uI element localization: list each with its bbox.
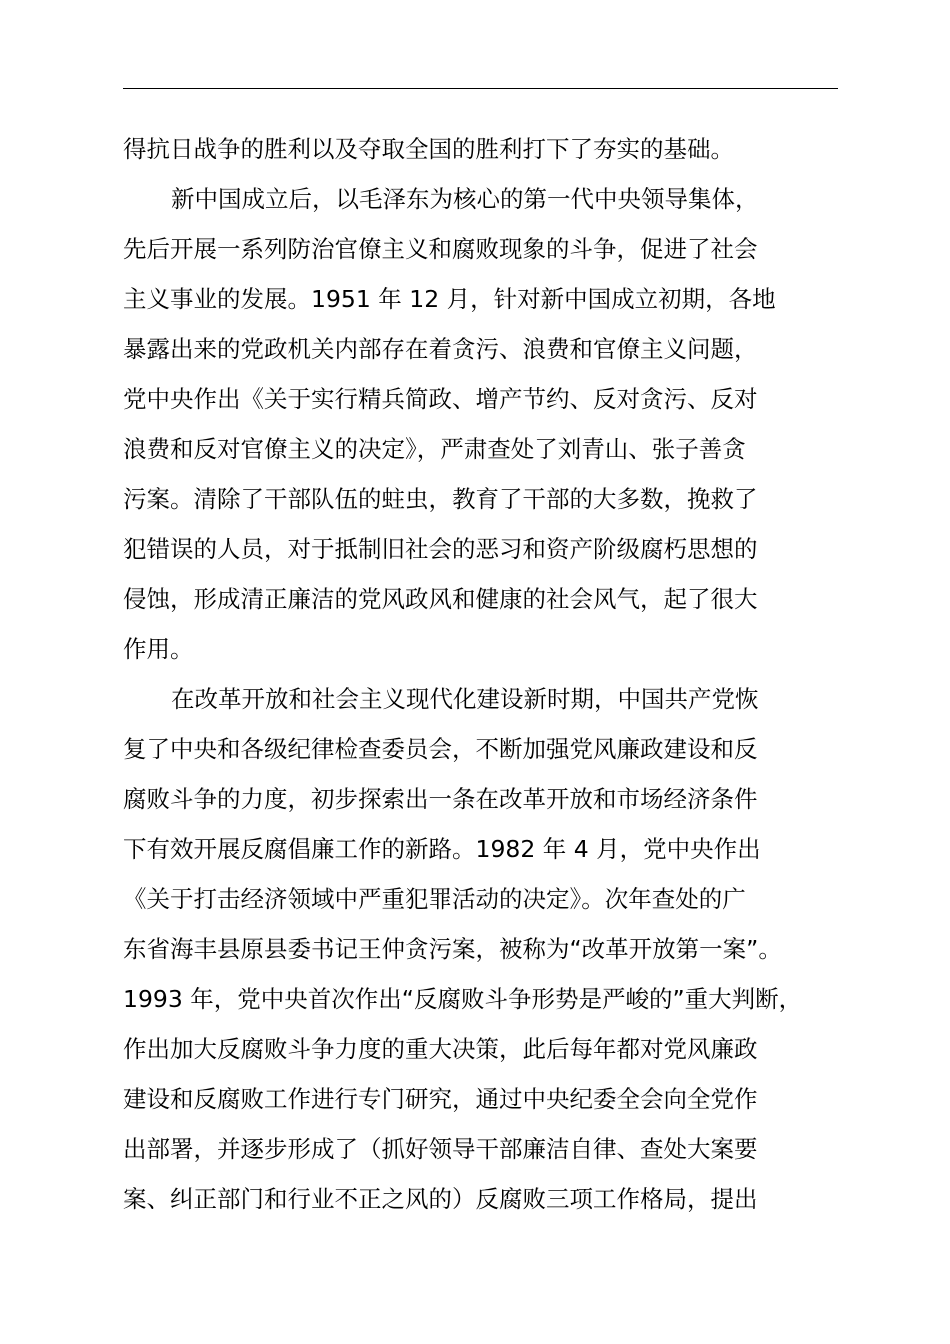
text-line: 犯错误的人员，对于抵制旧社会的恶习和资产阶级腐朽思想的	[123, 535, 758, 563]
body-text	[123, 124, 853, 1224]
text-line: 作用。	[123, 635, 194, 663]
text-line: 得抗日战争的胜利以及夺取全国的胜利打下了夯实的基础。	[123, 135, 734, 163]
text-line: 案、纠正部门和行业不正之风的）反腐败三项工作格局，提出	[123, 1185, 758, 1213]
text-line: 《关于打击经济领域中严重犯罪活动的决定》。次年查处的广	[123, 885, 746, 913]
text-line: 下有效开展反腐倡廉工作的新路。1982 年 4 月，党中央作出	[123, 835, 761, 863]
text-line: 出部署，并逐步形成了（抓好领导干部廉洁自律、查处大案要	[123, 1135, 758, 1163]
text-line: 作出加大反腐败斗争力度的重大决策，此后每年都对党风廉政	[123, 1035, 758, 1063]
text-line: 建设和反腐败工作进行专门研究，通过中央纪委全会向全党作	[123, 1085, 758, 1113]
text-line: 新中国成立后，以毛泽东为核心的第一代中央领导集体，	[171, 185, 759, 213]
text-line: 在改革开放和社会主义现代化建设新时期，中国共产党恢	[171, 685, 759, 713]
text-line: 暴露出来的党政机关内部存在着贪污、浪费和官僚主义问题，	[123, 335, 758, 363]
text-line: 主义事业的发展。1951 年 12 月，针对新中国成立初期，各地	[123, 285, 776, 313]
text-line: 东省海丰县原县委书记王仲贪污案，被称为“改革开放第一案”。	[123, 935, 782, 963]
text-line: 腐败斗争的力度，初步探索出一条在改革开放和市场经济条件	[123, 785, 758, 813]
text-line: 1993 年，党中央首次作出“反腐败斗争形势是严峻的”重大判断，	[123, 985, 803, 1013]
text-line: 先后开展一系列防治官僚主义和腐败现象的斗争，促进了社会	[123, 235, 758, 263]
header-rule	[123, 88, 838, 89]
text-line: 党中央作出《关于实行精兵简政、增产节约、反对贪污、反对	[123, 385, 758, 413]
text-line: 浪费和反对官僚主义的决定》，严肃查处了刘青山、张子善贪	[123, 435, 746, 463]
text-line: 污案。清除了干部队伍的蛀虫，教育了干部的大多数，挽救了	[123, 485, 758, 513]
text-line: 侵蚀，形成清正廉洁的党风政风和健康的社会风气，起了很大	[123, 585, 758, 613]
text-line: 复了中央和各级纪律检查委员会，不断加强党风廉政建设和反	[123, 735, 758, 763]
